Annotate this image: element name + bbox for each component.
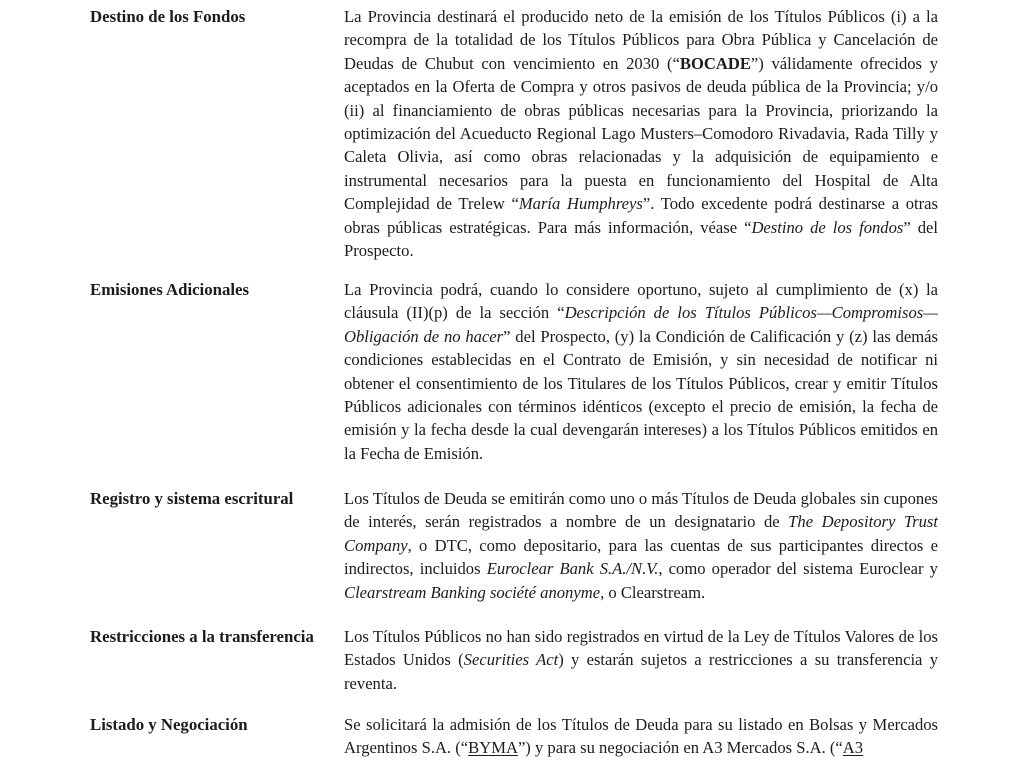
term-row-registro-y-sistema-escritural: [90, 487, 938, 604]
text-run: La Provincia destinará el producido neto de la emisión de los Títulos Públicos (i) a la recompra de la totalidad de los Títulos Públicos para Obra Pública y Cancelación de Deudas de Chubut con vencimiento en 2030 (“: [344, 7, 938, 73]
text-run: ” del Prospecto.: [344, 217, 938, 261]
term-body: [344, 5, 938, 262]
text-run: ”. Todo excedente podrá destinarse a otras obras públicas estratégicas. Para más información, véase “: [344, 194, 938, 237]
term-body: [344, 625, 938, 695]
term-label: Listado y Negociación: [90, 715, 248, 734]
text-run: ”) y para su negociación en A3 Mercados S.A. (“: [517, 738, 843, 758]
text-run: ” del Prospecto, (y) la Condición de Calificación y (z) las demás condiciones establecidas en el Contrato de Emisión, y sin necesidad de notificar ni obtener el consentimiento de los Titulares de los Títulos Públicos, crear y emitir Títulos Públicos adicionales con términos idénticos (excepto el precio de emisión, la fecha de emisión y la fecha desde la cual devengarán intereses) a los Títulos Públicos emitidos en la Fecha de Emisión.: [344, 326, 938, 463]
term-label: Restricciones a la transferencia: [90, 627, 314, 646]
text-run: Euroclear Bank S.A./N.V.: [486, 559, 659, 579]
term-label: Destino de los Fondos: [90, 7, 246, 26]
text-run: Securities Act: [463, 650, 559, 670]
text-run: BYMA: [468, 738, 518, 758]
text-run: BOCADE: [679, 53, 751, 73]
text-run: María Humphreys: [518, 194, 643, 214]
term-label: Registro y sistema escritural: [90, 489, 294, 508]
text-run: Clearstream Banking société anonyme: [344, 582, 601, 602]
term-label: Emisiones Adicionales: [90, 280, 249, 299]
text-run: Destino de los fondos: [751, 217, 904, 237]
text-run: Se solicitará la admisión de los Títulos de Deuda para su listado en Bolsas y Mercados Argentinos S.A. (“: [344, 715, 938, 758]
text-run: , como operador del sistema Euroclear y: [658, 559, 938, 579]
term-body: [344, 713, 938, 760]
term-row-emisiones-adicionales: [90, 278, 938, 465]
text-run: Descripción de los Títulos Públicos—Compromisos—Obligación de no hacer: [344, 303, 938, 346]
text-run: , o DTC, como depositario, para las cuentas de sus participantes directos e indirectos, incluidos: [344, 535, 938, 579]
text-run: The Depository Trust Company: [344, 512, 938, 555]
text-run: ”) válidamente ofrecidos y aceptados en la Oferta de Compra y otros pasivos de deuda pública de la Provincia; y/o (ii) al financiamiento de obras públicas necesarias para la Provincia, priorizando la optimización del Acueducto Regional Lago Musters–Comodoro Rivadavia, Rada Tilly y Caleta Olivia, así como obras relacionadas y la adquisición de equipamiento e instrumental necesarios para la puesta en funcionamiento del Hospital de Alta Complejidad de Trelew “: [344, 53, 938, 214]
text-run: Los Títulos de Deuda se emitirán como uno o más Títulos de Deuda globales sin cupones de interés, serán registrados a nombre de un designatario de: [344, 489, 938, 532]
text-run: ) y estarán sujetos a restricciones a su transferencia y reventa.: [344, 650, 938, 693]
text-run: A3: [842, 738, 864, 758]
term-row-destino-de-los-fondos: [90, 5, 938, 262]
text-run: , o Clearstream.: [600, 582, 706, 602]
term-body: [344, 278, 938, 465]
term-row-restricciones-a-la-transferencia: [90, 625, 938, 695]
term-body: [344, 487, 938, 604]
text-run: La Provincia podrá, cuando lo considere oportuno, sujeto al cumplimiento de (x) la cláusula (II)(p) de la sección “: [344, 280, 938, 323]
text-run: Los Títulos Públicos no han sido registrados en virtud de la Ley de Títulos Valores de los Estados Unidos (: [344, 627, 938, 670]
term-row-listado-y-negociacion: [90, 713, 938, 760]
